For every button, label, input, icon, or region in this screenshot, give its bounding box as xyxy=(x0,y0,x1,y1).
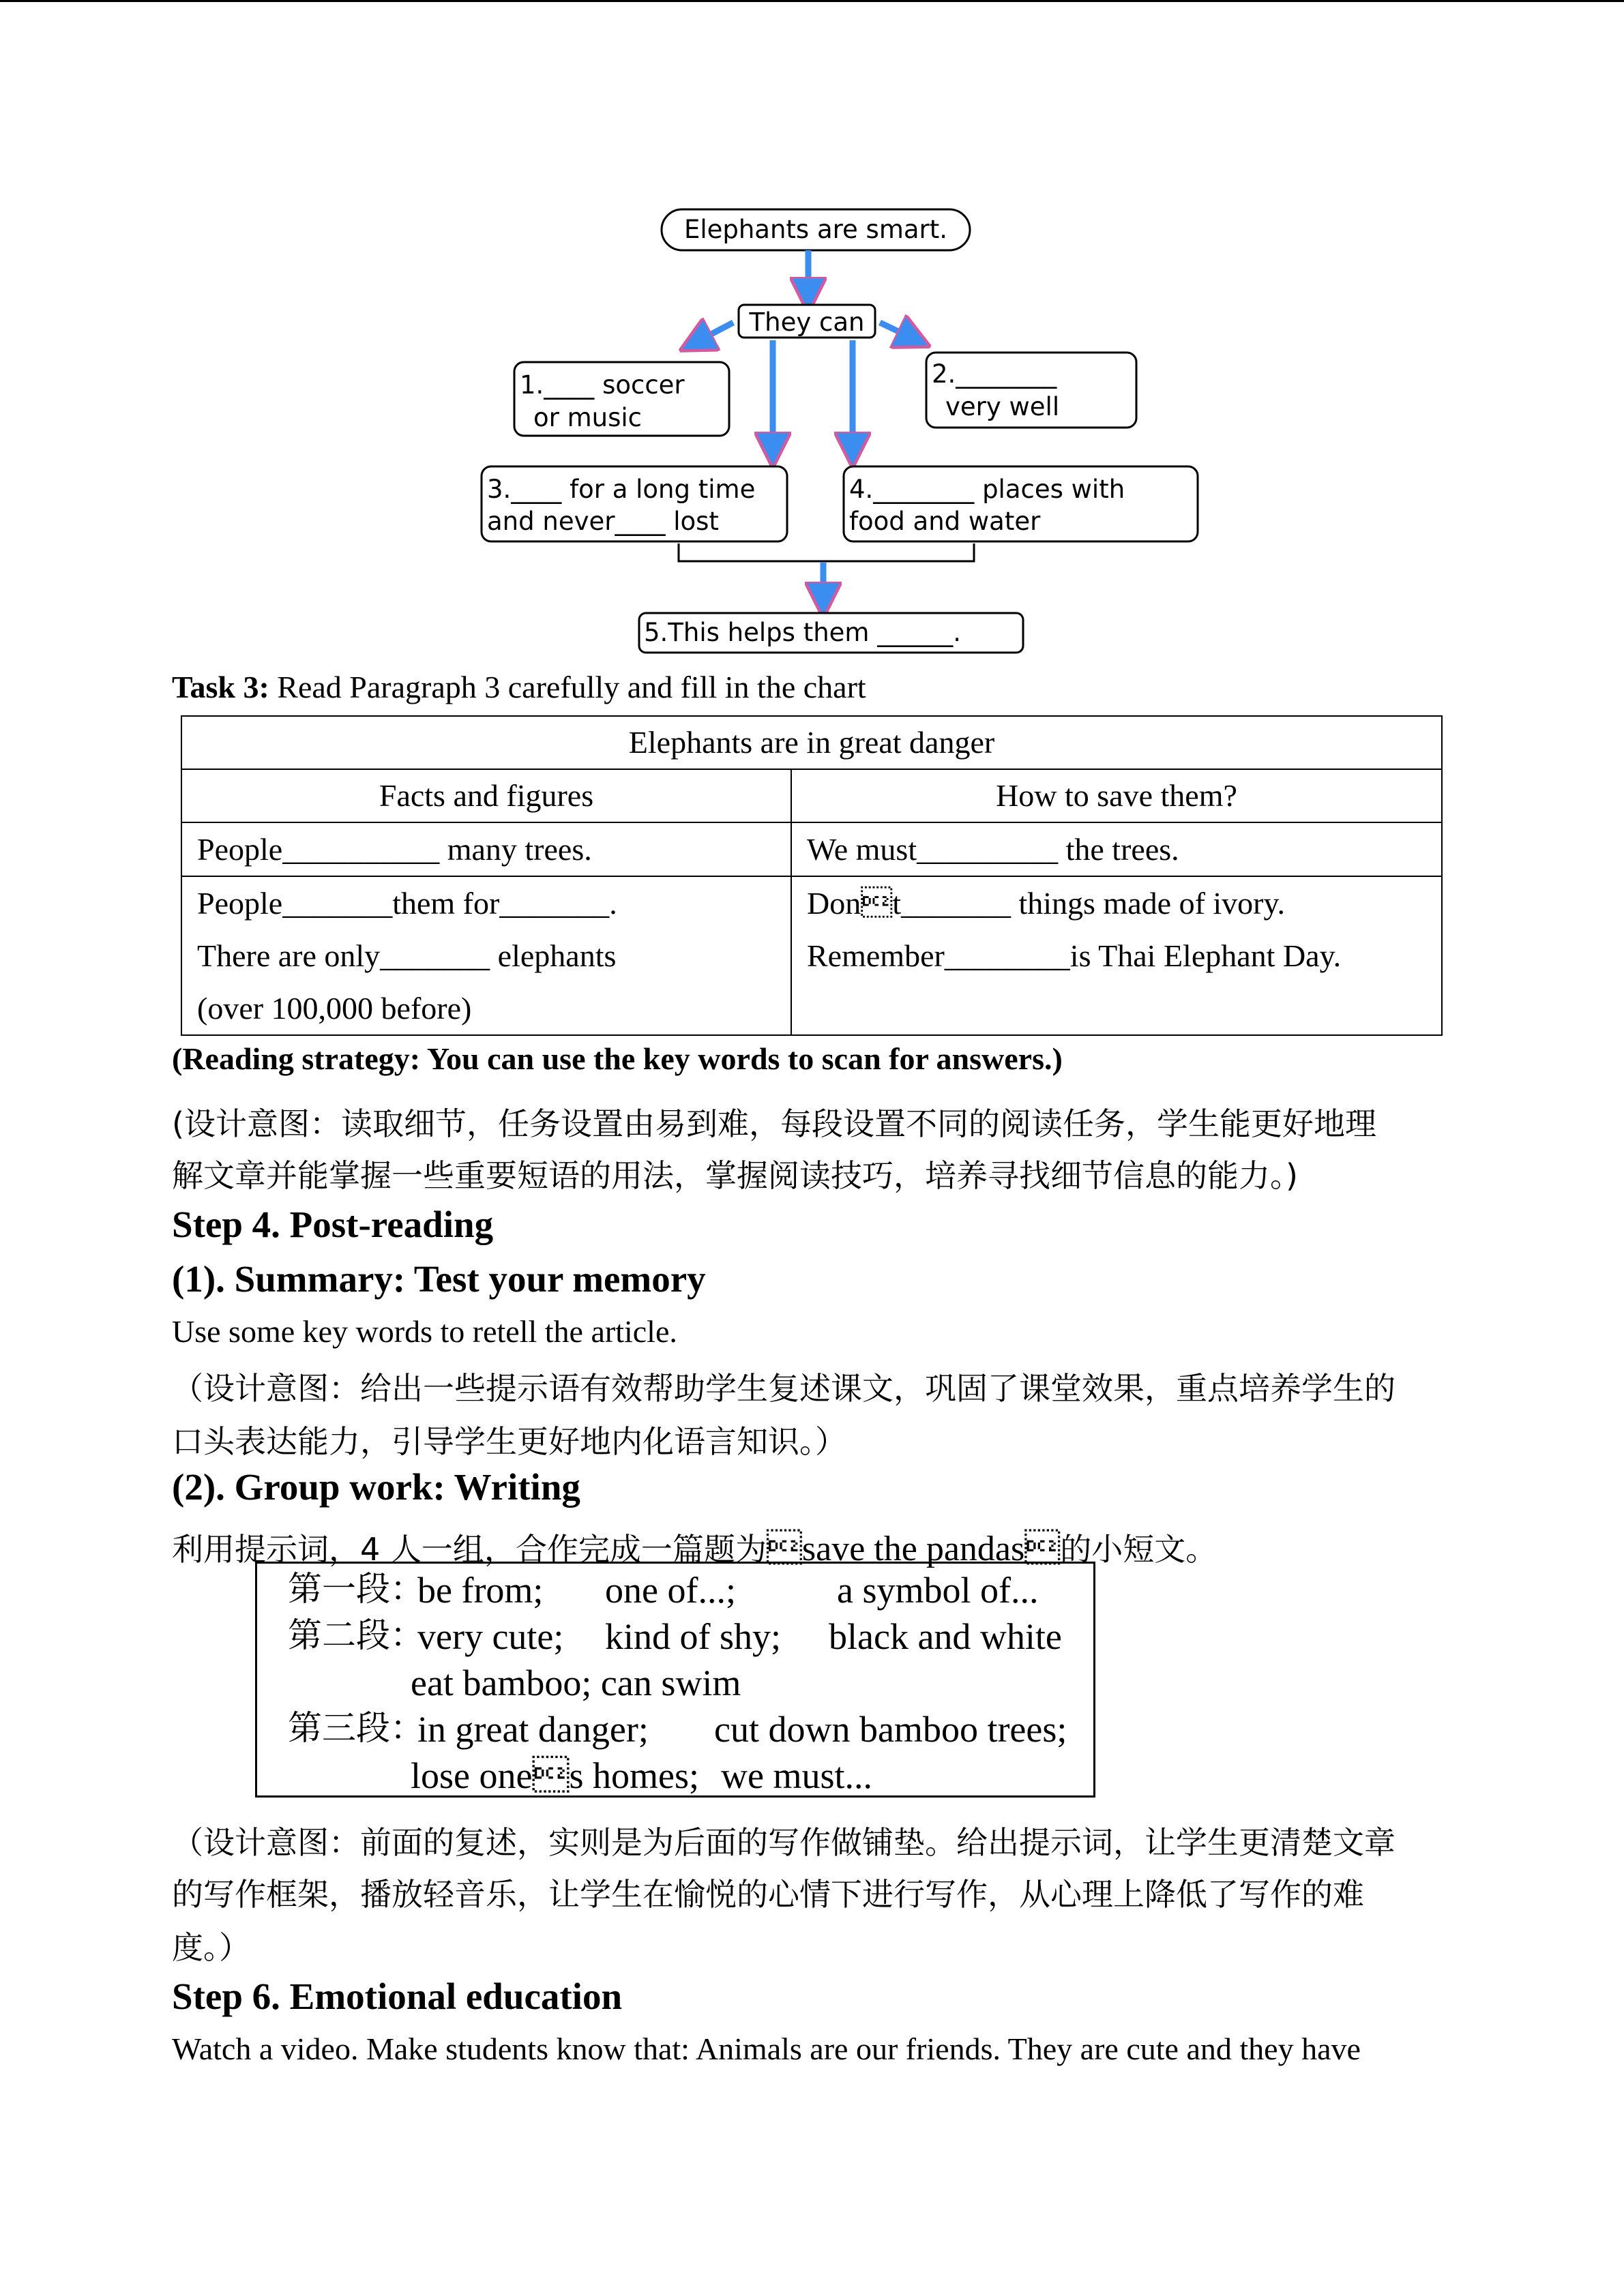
arrow-to-box1 xyxy=(696,323,733,342)
p3-item1: in great danger; xyxy=(417,1709,649,1750)
design1-line1: (设计意图：读取细节，任务设置由易到难，每段设置不同的阅读任务，学生能更好地理 xyxy=(172,1105,1376,1142)
p1-item2: one of...; xyxy=(605,1570,736,1611)
reading-strategy: (Reading strategy: You can use the key words to scan for answers.) xyxy=(172,1041,1063,1076)
p1-label: 第一段： xyxy=(288,1569,424,1609)
p2-item1: very cute; xyxy=(417,1616,564,1657)
design3-line3: 度。） xyxy=(172,1929,250,1966)
task3-line xyxy=(172,672,866,703)
row1-left: People__________ many trees. xyxy=(181,822,791,876)
p2-label: 第二段： xyxy=(288,1615,424,1655)
center-node-text: They can xyxy=(749,308,865,337)
row2-right-line1: Dont_______ things made of ivory. xyxy=(807,886,1286,921)
design2-line1: （设计意图：给出一些提示语有效帮助学生复述课文，巩固了课堂效果，重点培养学生的 xyxy=(172,1370,1396,1407)
row2-right xyxy=(791,876,1442,1035)
col2-header: How to save them? xyxy=(791,769,1442,822)
row2-left-line1: People_______them for_______. xyxy=(197,886,617,921)
bracket xyxy=(679,543,974,561)
row2-left-line3: (over 100,000 before) xyxy=(197,991,472,1026)
row2-left-line2: There are only_______ elephants xyxy=(197,938,617,973)
row2-right-line2: Remember________is Thai Elephant Day. xyxy=(807,938,1342,973)
top-node-text: Elephants are smart. xyxy=(683,215,948,244)
box2-line1: 2.________ xyxy=(932,359,1057,389)
elephant-smart-diagram xyxy=(471,201,1221,665)
p2-item3: black and white xyxy=(829,1616,1062,1657)
row1-right: We must_________ the trees. xyxy=(791,822,1442,876)
arrow-to-box2 xyxy=(880,323,914,339)
step6-heading: Step 6. Emotional education xyxy=(172,1976,623,2017)
box3-line1: 3.____ for a long time xyxy=(487,475,756,504)
p3-line2-b: we must... xyxy=(721,1755,872,1796)
box1-line1: 1.____ soccer xyxy=(520,370,685,400)
p3-item2: cut down bamboo trees; xyxy=(714,1709,1067,1750)
design2-line2: 口头表达能力，引导学生更好地内化语言知识。） xyxy=(172,1423,846,1460)
table-title: Elephants are in great danger xyxy=(181,716,1442,769)
step6-text: Watch a video. Make students know that: Animals are our friends. They are cute and they have xyxy=(172,2031,1361,2066)
col1-header: Facts and figures xyxy=(181,769,791,822)
summary-heading: (1). Summary: Test your memory xyxy=(172,1258,706,1300)
group-heading: (2). Group work: Writing xyxy=(172,1466,580,1508)
p3-label: 第三段： xyxy=(288,1708,424,1748)
row2-left xyxy=(181,876,791,1035)
task3-text: Read Paragraph 3 carefully and fill in the chart xyxy=(269,670,866,704)
box1-line2: or music xyxy=(533,403,643,432)
box5-text: 5.This helps them ______. xyxy=(644,618,961,647)
p1-item1: be from; xyxy=(417,1570,544,1611)
design3-line2: 的写作框架，播放轻音乐，让学生在愉悦的心情下进行写作，从心理上降低了写作的难 xyxy=(172,1876,1364,1913)
step4-heading: Step 4. Post-reading xyxy=(172,1204,494,1245)
design1-line2: 解文章并能掌握一些重要短语的用法，掌握阅读技巧，培养寻找细节信息的能力。) xyxy=(172,1157,1298,1194)
box2-line2: very well xyxy=(945,392,1060,421)
group-text-post: 的小短文。 xyxy=(1060,1531,1217,1568)
group-text-title: save the pandas xyxy=(766,1530,1061,1568)
p2-item2: kind of shy; xyxy=(605,1616,782,1657)
p2-line2: eat bamboo; can swim xyxy=(411,1663,741,1703)
group-text-pre: 利用提示词，4 人一组，合作完成一篇题为 xyxy=(172,1531,767,1568)
box3-line2: and never____ lost xyxy=(487,507,719,536)
page-top-border xyxy=(0,0,1624,2)
box4-line2: food and water xyxy=(849,507,1041,536)
danger-chart-table xyxy=(181,715,1443,1036)
design3-line1: （设计意图：前面的复述，实则是为后面的写作做铺垫。给出提示词，让学生更清楚文章 xyxy=(172,1824,1396,1861)
task3-label: Task 3: xyxy=(172,670,269,704)
p1-item3: a symbol of... xyxy=(837,1570,1039,1611)
summary-text: Use some key words to retell the article. xyxy=(172,1314,677,1349)
writing-hint-box xyxy=(255,1562,1095,1798)
p3-line2-a: lose ones homes; xyxy=(411,1755,699,1796)
box4-line1: 4.________ places with xyxy=(849,475,1125,504)
